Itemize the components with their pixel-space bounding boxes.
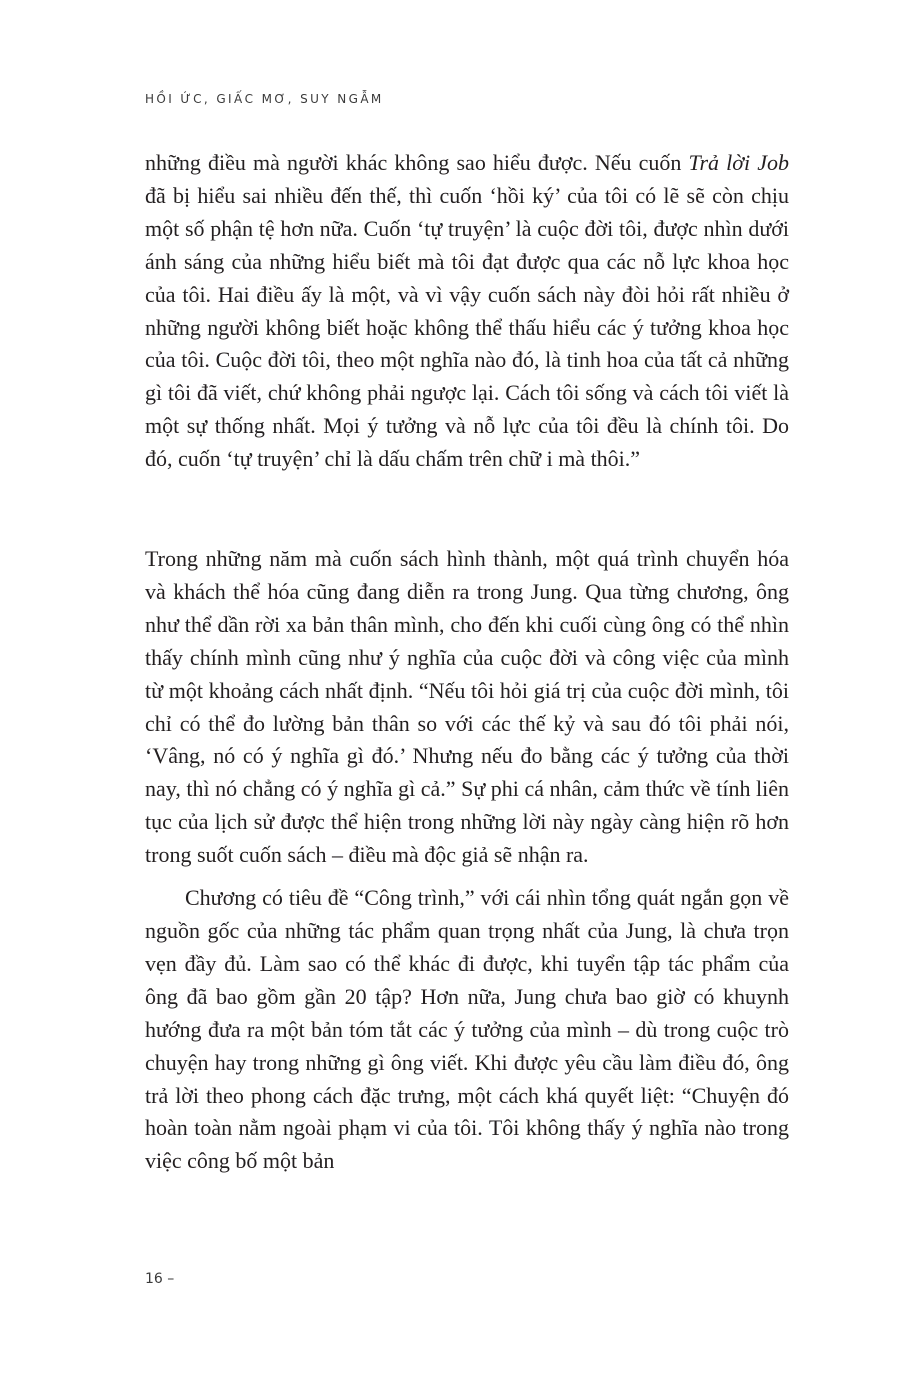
page-number: 16 –: [145, 1271, 175, 1287]
paragraph-quote-continuation: [145, 147, 789, 476]
body-text: [145, 543, 789, 1178]
paragraph-transformation: Trong những năm mà cuốn sách hình thành, một quá trình chuyển hóa và khách thể hóa cũng đang diễn ra trong Jung. Qua từng chương, ông như thể dần rời xa bản thân mình, cho đến khi cuối cùng ông có thể nhìn thấy chính mình cũng như ý nghĩa của cuộc đời và công việc của mình từ một khoảng cách nhất định. “Nếu tôi hỏi giá trị của cuộc đời mình, tôi chỉ có thể đo lường bản thân so với các thế kỷ và sau đó tôi phải nói, ‘Vâng, nó có ý nghĩa gì đó.’ Nhưng nếu đo bằng các ý tưởng của thời nay, thì nó chẳng có ý nghĩa gì cả.” Sự phi cá nhân, cảm thức về tính liên tục của lịch sử được thể hiện trong những lời này ngày càng hiện rõ hơn trong suốt cuốn sách – điều mà độc giả sẽ nhận ra.: [145, 546, 789, 868]
running-head: HỒI ỨC, GIẤC MƠ, SUY NGẪM: [145, 92, 384, 106]
paragraph-text: những điều mà người khác không sao hiểu được. Nếu cuốn: [145, 150, 689, 175]
paragraph-text: đã bị hiểu sai nhiều đến thế, thì cuốn ‘hồi ký’ của tôi có lẽ sẽ còn chịu một số phận tệ hơn nữa. Cuốn ‘tự truyện’ là cuộc đời tôi, được nhìn dưới ánh sáng của những hiểu biết mà tôi đạt được qua các nỗ lực khoa học của tôi. Hai điều ấy là một, và vì vậy cuốn sách này đòi hỏi rất nhiều ở những người không biết hoặc không thể thấu hiểu các ý tưởng khoa học của tôi. Cuộc đời tôi, theo một nghĩa nào đó, là tinh hoa của tất cả những gì tôi đã viết, chứ không phải ngược lại. Cách tôi sống và cách tôi viết là một sự thống nhất. Mọi ý tưởng và nỗ lực của tôi đều là chính tôi. Do đó, cuốn ‘tự truyện’ chỉ là dấu chấm trên chữ i mà thôi.”: [145, 182, 789, 472]
book-title: Trả lời Job: [688, 150, 789, 175]
paragraph-works-chapter: Chương có tiêu đề “Công trình,” với cái nhìn tổng quát ngắn gọn về nguồn gốc của những tác phẩm quan trọng nhất của Jung, là chưa trọn vẹn đầy đủ. Làm sao có thể khác đi được, khi tuyển tập tác phẩm của ông đã bao gồm gần 20 tập? Hơn nữa, Jung chưa bao giờ có khuynh hướng đưa ra một bản tóm tắt các ý tưởng của mình – dù trong cuộc trò chuyện hay trong những gì ông viết. Khi được yêu cầu làm điều đó, ông trả lời theo phong cách đặc trưng, một cách khá quyết liệt: “Chuyện đó hoàn toàn nằm ngoài phạm vi của tôi. Tôi không thấy ý nghĩa nào trong việc công bố một bản: [145, 885, 789, 1174]
